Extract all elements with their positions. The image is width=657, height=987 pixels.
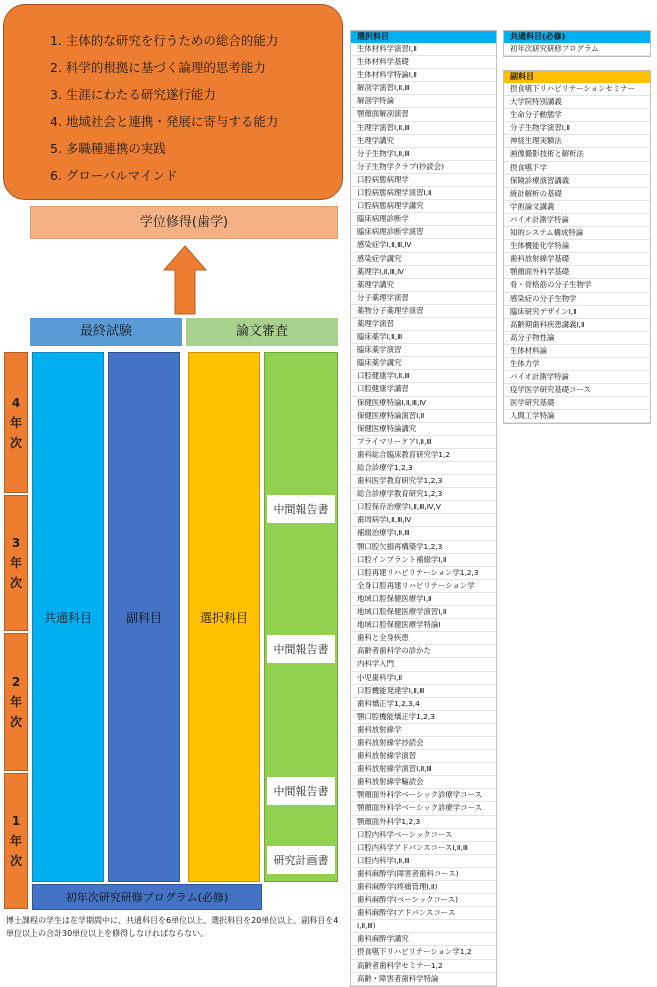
list-item: 統計解析の基礎: [504, 188, 650, 201]
list-item: 地域口腔保健医療学Ⅰ,Ⅱ: [351, 593, 496, 606]
year-label-1: 1 年 次: [4, 773, 28, 909]
list-item: 薬物分子薬理学演習: [351, 305, 496, 318]
common-list-title: 共通科目(必修): [504, 31, 650, 43]
list-item: 分子薬理学演習: [351, 292, 496, 305]
list-item: 口腔健康学Ⅰ,Ⅱ,Ⅲ: [351, 370, 496, 383]
list-item: 臨床薬学Ⅰ,Ⅱ,Ⅲ: [351, 331, 496, 344]
list-item: 歯科放射線学抄読会: [351, 737, 496, 750]
sub-list-title: 副科目: [504, 71, 650, 83]
list-item: 歯科医学教育研究学1,2,3: [351, 475, 496, 488]
sub-subjects-list: [503, 70, 651, 424]
year-label-3: 3 年 次: [4, 495, 28, 631]
list-item: 口腔病態病理学演習Ⅰ,Ⅱ: [351, 187, 496, 200]
list-item: 顎顔面解剖演習: [351, 108, 496, 121]
year-label-2: 2 年 次: [4, 633, 28, 771]
list-item: 保健医療特論講究: [351, 423, 496, 436]
goal-item: 3. 生涯にわたる研究遂行能力: [50, 87, 216, 102]
list-item: 感染症学講究: [351, 253, 496, 266]
list-item: 歯科放射線学演習Ⅰ,Ⅱ,Ⅲ: [351, 763, 496, 776]
list-item: 分子生物学Ⅰ,Ⅱ,Ⅲ: [351, 148, 496, 161]
list-item: 地域口腔保健医療学特論Ⅰ: [351, 619, 496, 632]
list-item: 生体材料論: [504, 345, 650, 358]
final-exam-header: 最終試験: [30, 318, 182, 346]
list-item: 画像撮影技術と解析法: [504, 148, 650, 161]
list-item: 知的システム構成特論: [504, 227, 650, 240]
list-item: 口腔内科学アドバンスコースⅠ,Ⅱ,Ⅲ: [351, 842, 496, 855]
list-item: 高齢・障害者歯科学特論: [351, 973, 496, 986]
elective-subjects-label: 選択科目: [199, 610, 248, 625]
list-item: 口腔保存治療学Ⅰ,Ⅱ,Ⅲ,Ⅳ,Ⅴ: [351, 501, 496, 514]
list-item: 歯周病学Ⅰ,Ⅱ,Ⅲ,Ⅳ: [351, 514, 496, 527]
list-item: プライマリーケアⅠ,Ⅱ,Ⅲ: [351, 436, 496, 449]
elective-subjects-list: [350, 30, 497, 987]
list-item: 臨床研究デザインⅠ,Ⅱ: [504, 306, 650, 319]
list-item: 保険診療演習講義: [504, 175, 650, 188]
list-item: 疫学医学研究基礎コース: [504, 384, 650, 397]
common-subjects-column: [32, 352, 104, 882]
list-item: 総合診療学1,2,3: [351, 462, 496, 475]
list-item: 総合診療学教育研究1,2,3: [351, 488, 496, 501]
list-item: 臨床病理診断学: [351, 213, 496, 226]
list-item: 口腔機能発達学Ⅰ,Ⅱ,Ⅲ: [351, 685, 496, 698]
sub-subjects-column: [108, 352, 180, 882]
list-item: 人間工学特論: [504, 410, 650, 423]
list-item: 感染症学Ⅰ,Ⅱ,Ⅲ,Ⅳ: [351, 239, 496, 252]
list-item: 高齢者歯科学の診かた: [351, 645, 496, 658]
list-item: 分子生物学演習Ⅰ,Ⅱ: [504, 122, 650, 135]
sub-list-rows: [504, 83, 650, 423]
goals-box: [3, 4, 343, 200]
list-item: 生理学講究: [351, 135, 496, 148]
list-item: 高齢者歯科学セミナー1,2: [351, 960, 496, 973]
list-item: 口腔病態病理学: [351, 174, 496, 187]
intro-program-bar: 初年次研究研修プログラム(必修): [32, 884, 262, 910]
list-item: 薬理学演習: [351, 318, 496, 331]
list-item: 歯科麻酔学講究: [351, 933, 496, 946]
list-item: 顎口腔機能矯正学1,2,3: [351, 711, 496, 724]
common-subjects-label: 共通科目: [43, 610, 92, 625]
list-item: 大学院特別講義: [504, 96, 650, 109]
goal-item: 6. グローバルマインド: [50, 168, 178, 183]
list-item: 顎顔面外科学1,2,3: [351, 816, 496, 829]
list-item: 歯科と全身疾患: [351, 632, 496, 645]
goal-item: 5. 多職種連携の実践: [50, 141, 166, 156]
list-item: 地域口腔保健医療学演習Ⅰ,Ⅱ: [351, 606, 496, 619]
list-item: 全身口腔再建リハビリテーション学: [351, 580, 496, 593]
footnote: 博士課程の学生は在学期間中に、共通科目を6単位以上、選択科目を20単位以上、副科目を4単位以上の合計30単位以上を修得しなければならない。: [6, 916, 339, 938]
list-item: 歯科麻酔学(アドバンスコース: [351, 907, 496, 920]
list-item: 小児歯科学Ⅰ,Ⅱ: [351, 672, 496, 685]
list-item: 生命分子動態学: [504, 109, 650, 122]
goal-item: 2. 科学的根拠に基づく論理的思考能力: [50, 60, 266, 75]
list-item: 保健医療特論演習Ⅰ,Ⅱ: [351, 410, 496, 423]
list-item: 歯科矯正学1,2,3,4: [351, 698, 496, 711]
list-item: バイオ計測学特論: [504, 371, 650, 384]
list-item: 内科学入門: [351, 658, 496, 671]
list-item: 初年次研究研修プログラム: [504, 43, 650, 56]
list-item: 学術論文講義: [504, 201, 650, 214]
interim-report-box: 中間報告書: [266, 776, 336, 806]
list-item: 顎顔面外科学ベーシック診療学コース: [351, 789, 496, 802]
goal-item: 1. 主体的な研究を行うための総合的能力: [50, 33, 279, 48]
list-item: 顎口腔欠損再構築学1,2,3: [351, 541, 496, 554]
list-item: 口腔インプラント補綴学Ⅰ,Ⅱ: [351, 554, 496, 567]
list-item: 高分子物性論: [504, 332, 650, 345]
list-item: 歯科総合臨床教育研究学1,2: [351, 449, 496, 462]
common-subjects-list: [503, 30, 651, 57]
list-item: 分子生物学クラブ(抄読会): [351, 161, 496, 174]
list-item: 口腔健康学講習: [351, 383, 496, 396]
list-item: 臨床病理診断学演習: [351, 226, 496, 239]
list-item: 生理学演習Ⅰ,Ⅱ,Ⅲ: [351, 122, 496, 135]
list-item: 臨床薬学講究: [351, 357, 496, 370]
list-item: 歯科麻酔学(ベーシックコース): [351, 894, 496, 907]
list-item: 歯科放射線学輪読会: [351, 776, 496, 789]
list-item: 歯科放射線学基礎: [504, 253, 650, 266]
list-item: 神経生理実験法: [504, 135, 650, 148]
thesis-review-header: 論文審査: [186, 318, 338, 346]
list-item: 摂食嚥下リハビリテーション学1,2: [351, 946, 496, 959]
list-item: 生体機能化学特論: [504, 240, 650, 253]
list-item: 口腔内科学ベーシックコース: [351, 829, 496, 842]
list-item: 薬理学講究: [351, 279, 496, 292]
goal-item: 4. 地域社会と連携・発展に寄与する能力: [50, 114, 279, 129]
list-item: 解剖学演習Ⅰ,Ⅱ,Ⅲ: [351, 82, 496, 95]
year-label-4: 4 年 次: [4, 352, 28, 493]
list-item: 摂食嚥下学: [504, 162, 650, 175]
degree-box: 学位修得(歯学): [30, 206, 338, 239]
list-item: 生体材料学演習Ⅰ,Ⅱ: [351, 43, 496, 56]
list-item: 生体材料学特論Ⅰ,Ⅱ: [351, 69, 496, 82]
elective-subjects-column: [188, 352, 260, 882]
list-item: 口腔病態病理学講究: [351, 200, 496, 213]
interim-report-box: 中間報告書: [266, 494, 336, 524]
list-item: 顎顔面外科学ベーシック診療学コース: [351, 802, 496, 815]
list-item: 臨床薬学演習: [351, 344, 496, 357]
list-item: 歯科麻酔学(疼痛管理Ⅰ,Ⅱ): [351, 881, 496, 894]
elective-list-title: 選択科目: [351, 31, 496, 43]
list-item: 薬理学Ⅰ,Ⅱ,Ⅲ,Ⅳ: [351, 266, 496, 279]
list-item: Ⅰ,Ⅱ,Ⅲ): [351, 920, 496, 933]
list-item: バイオ計測学特論: [504, 214, 650, 227]
list-item: 歯科麻酔学(障害者歯科コース): [351, 868, 496, 881]
list-item: 生体力学: [504, 358, 650, 371]
list-item: 骨・骨格筋の分子生物学: [504, 279, 650, 292]
sub-subjects-label: 副科目: [125, 610, 162, 625]
list-item: 保健医療特論Ⅰ,Ⅱ,Ⅲ,Ⅳ: [351, 397, 496, 410]
list-item: 歯科放射線学演習: [351, 750, 496, 763]
list-item: 感染症の分子生物学: [504, 293, 650, 306]
list-item: 口腔再建リハビリテーション学1,2,3: [351, 567, 496, 580]
list-item: 摂食嚥下リハビリテーションセミナー: [504, 83, 650, 96]
list-item: 口腔内科学Ⅰ,Ⅱ,Ⅲ: [351, 855, 496, 868]
list-item: 医学研究基礎: [504, 397, 650, 410]
goals-list: [50, 27, 278, 189]
elective-list-rows: [351, 43, 496, 986]
research-plan-box: 研究計画書: [266, 845, 336, 875]
up-arrow-icon: [162, 244, 208, 316]
interim-report-box: 中間報告書: [266, 634, 336, 664]
list-item: 解剖学特論: [351, 95, 496, 108]
common-list-rows: [504, 43, 650, 56]
list-item: 顎顔面外科学基礎: [504, 266, 650, 279]
list-item: 歯科放射線学: [351, 724, 496, 737]
list-item: 生体材料学基礎: [351, 56, 496, 69]
list-item: 高齢期歯科疾患講義Ⅰ,Ⅱ: [504, 319, 650, 332]
list-item: 補綴治療学Ⅰ,Ⅱ,Ⅲ: [351, 527, 496, 540]
